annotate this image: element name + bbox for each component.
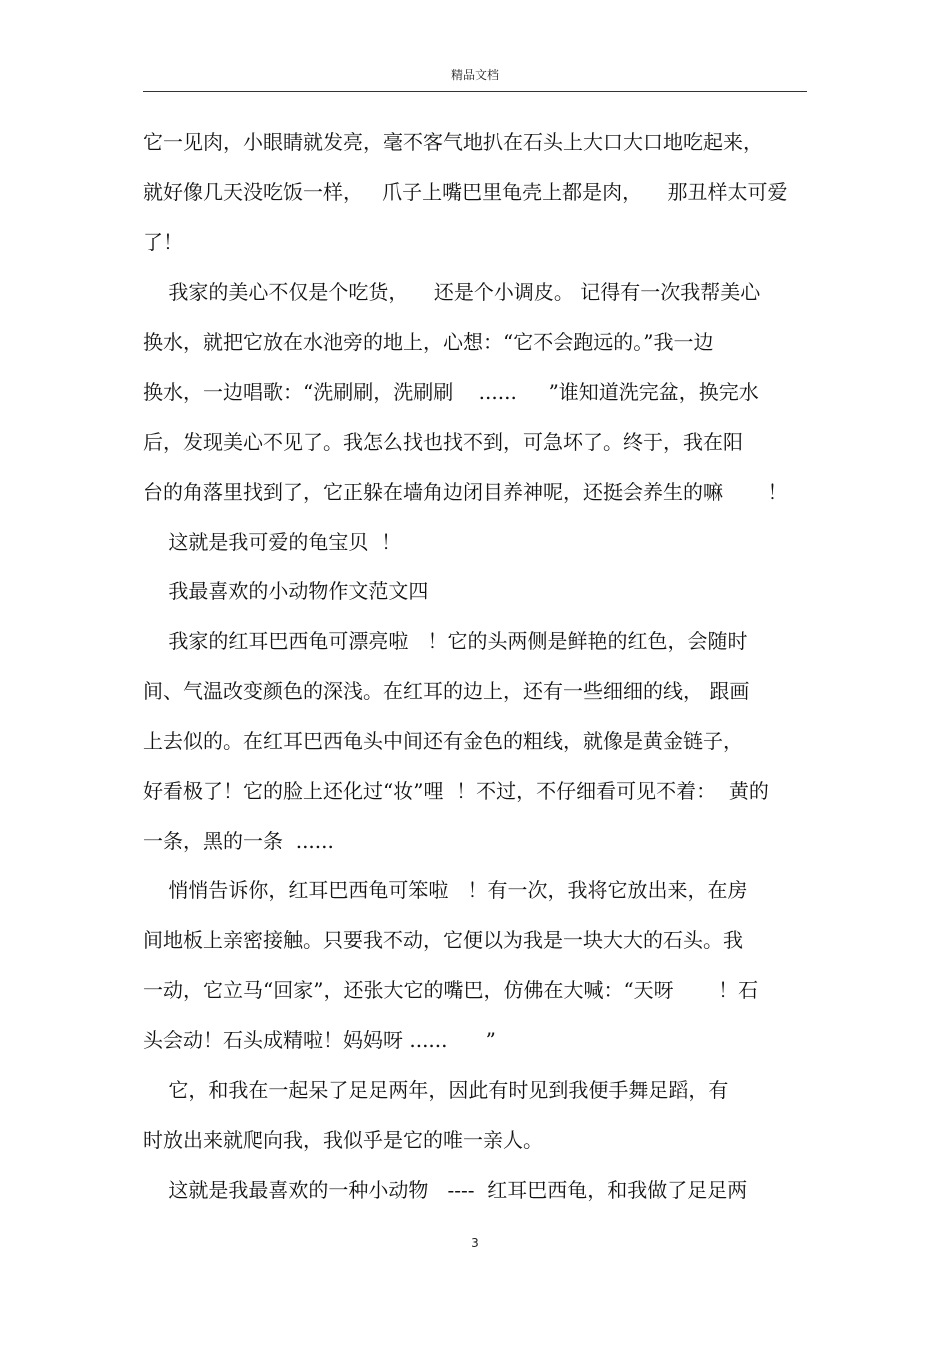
body-line: 间地板上亲密接触。只要我不动，它便以为我是一块大大的石头。我 [143, 928, 743, 952]
page-number: 3 [471, 1236, 479, 1250]
body-line: 间、气温改变颜色的深浅。在红耳的边上，还有一些细细的线， 跟画 [143, 679, 750, 703]
body-line: 台的角落里找到了，它正躲在墙角边闭目养神呢，还挺会养生的嘛 ！ [143, 480, 788, 504]
body-line: 一动，它立马“回家”，还张大它的嘴巴，仿佛在大喊：“天呀 ！石 [143, 978, 759, 1002]
section-heading: 我最喜欢的小动物作文范文四 [143, 579, 429, 603]
body-line: 它，和我在一起呆了足足两年，因此有时见到我便手舞足蹈，有 [143, 1078, 729, 1102]
body-line: 头会动！石头成精啦！妈妈呀 ...... ” [143, 1028, 496, 1052]
body-line: 换水，就把它放在水池旁的地上，心想：“它不会跑远的。”我一边 [143, 330, 714, 354]
body-line: 后，发现美心不见了。我怎么找也找不到，可急坏了。终于，我在阳 [143, 430, 743, 454]
body-line: 这就是我可爱的龟宝贝 ！ [143, 530, 402, 554]
body-line: 一条，黑的一条 ...... [143, 829, 334, 853]
body-line: 我家的红耳巴西龟可漂亮啦 ！它的头两侧是鲜艳的红色，会随时 [143, 629, 748, 653]
body-line: 我家的美心不仅是个吃货， 还是个小调皮。 记得有一次我帮美心 [143, 280, 761, 304]
body-line: 了！ [143, 230, 183, 254]
body-line: 上去似的。在红耳巴西龟头中间还有金色的粗线，就像是黄金链子， [143, 729, 743, 753]
header-divider [143, 91, 807, 92]
body-line: 就好像几天没吃饭一样， 爪子上嘴巴里龟壳上都是肉， 那丑样太可爱 [143, 180, 788, 204]
body-line: 这就是我最喜欢的一种小动物 ---- 红耳巴西龟，和我做了足足两 [143, 1178, 748, 1202]
body-line: 时放出来就爬向我，我似乎是它的唯一亲人。 [143, 1128, 543, 1152]
body-line: 悄悄告诉你，红耳巴西龟可笨啦 ！有一次，我将它放出来，在房 [143, 878, 748, 902]
page-header: 精品文档 [450, 68, 499, 82]
body-line: 好看极了！它的脸上还化过“妆”哩 ！不过，不仔细看可见不着： 黄的 [143, 779, 769, 803]
body-line: 换水，一边唱歌：“洗刷刷，洗刷刷 ...... ”谁知道洗完盆，换完水 [143, 380, 759, 404]
body-line: 它一见肉，小眼睛就发亮，毫不客气地扒在石头上大口大口地吃起来， [143, 130, 763, 154]
